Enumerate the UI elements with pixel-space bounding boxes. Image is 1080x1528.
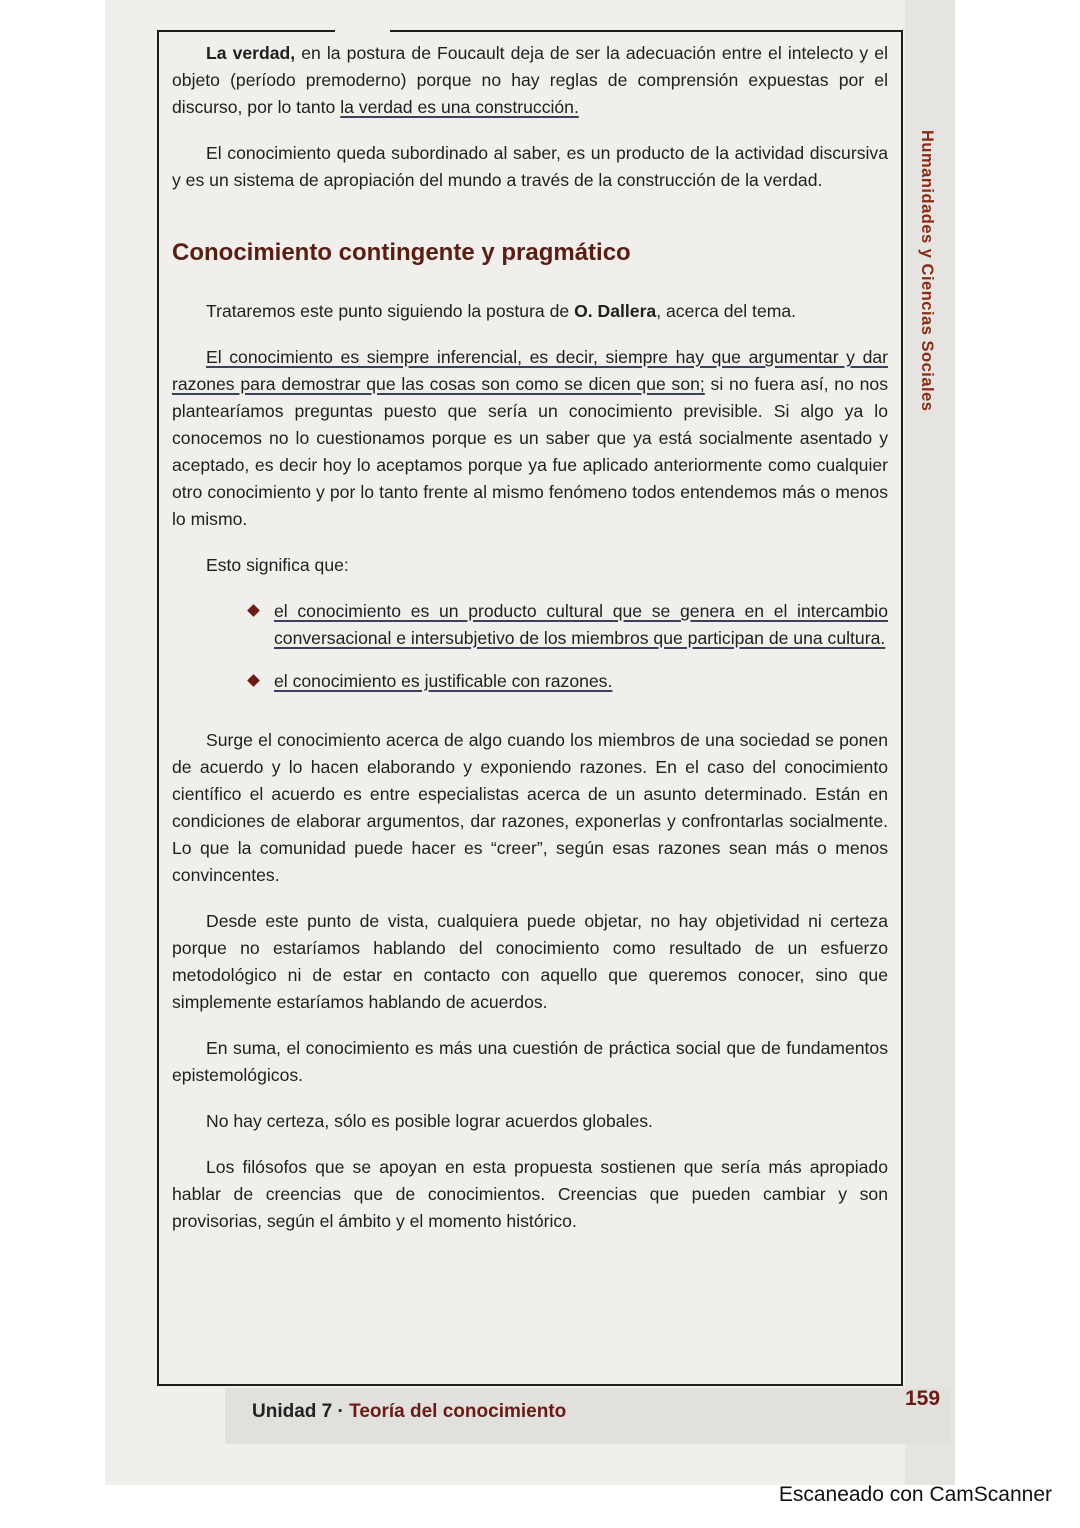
paragraph-dallera: Trataremos este punto siguiendo la postura de O. Dallera, acerca del tema. <box>206 301 797 321</box>
paragraph-certeza: No hay certeza, sólo es posible lograr acuerdos globales. <box>206 1111 653 1131</box>
paragraph-esto-significa: Esto significa que: <box>206 555 349 575</box>
list-item: el conocimiento es un producto cultural que se genera en el intercambio conversacional e intersubjetivo de los miembros que participan de una cultura. <box>246 598 888 652</box>
footer-unit: Unidad 7 · Teoría del conocimiento <box>252 1401 567 1422</box>
paragraph-objetar: Desde este punto de vista, cualquiera puede objetar, no hay objetividad ni certeza porque no estaríamos hablando del conocimiento como resultado de un esfuerzo metodológico ni de estar en contacto con aquello que queremos conocer, sino que simplemente estaríamos hablando de acuerdos. <box>172 911 888 1012</box>
bullet-list <box>246 598 888 695</box>
list-item: el conocimiento es justificable con razones. <box>246 668 888 695</box>
page-content <box>172 40 888 1235</box>
scanner-watermark: Escaneado con CamScanner <box>778 1483 1052 1506</box>
paragraph-subordinado: El conocimiento queda subordinado al saber, es un producto de la actividad discursiva y es un sistema de apropiación del mundo a través de la construcción de la verdad. <box>172 143 888 190</box>
paragraph-filosofos: Los filósofos que se apoyan en esta propuesta sostienen que sería más apropiado hablar de creencias que de conocimientos. Creencias que pueden cambiar y son provisorias, según el ámbito y el momento histórico. <box>172 1157 888 1231</box>
paragraph-en-suma: En suma, el conocimiento es más una cuestión de práctica social que de fundamentos epistemológicos. <box>172 1038 888 1085</box>
underlined-phrase: El conocimiento es siempre inferencial, es decir, siempre hay que argumentar y dar razones para demostrar que las cosas son como se dicen que son; <box>172 347 888 394</box>
author-name: O. Dallera <box>574 301 657 321</box>
paragraph-inferencial: El conocimiento es siempre inferencial, es decir, siempre hay que argumentar y dar razones para demostrar que las cosas son como se dicen que son; si no fuera así, no nos plantearíamos preguntas puesto que sería un conocimiento previsible. Si algo ya lo conocemos no lo cuestionamos porque es un saber que ya está socialmente asentado y aceptado, es decir hoy lo aceptamos porque ya fue aplicado anteriormente como cualquier otro conocimiento y por lo tanto frente al mismo fenómeno todos entendemos más o menos lo mismo. <box>172 347 888 529</box>
diamond-bullet-icon <box>247 674 260 687</box>
lead-term: La verdad, <box>206 43 296 63</box>
page-number: 159 <box>905 1387 941 1410</box>
side-section-label: Humanidades y Ciencias Sociales <box>918 130 936 412</box>
paragraph-foucault: La verdad, en la postura de Foucault deja de ser la adecuación entre el intelecto y el objeto (período premoderno) porque no hay reglas de comprensión expuestas por el discurso, por lo tanto la verdad es una construcción. <box>172 43 888 117</box>
underlined-phrase: la verdad es una construcción. <box>340 97 579 117</box>
diamond-bullet-icon <box>247 604 260 617</box>
section-heading: Conocimiento contingente y pragmático <box>172 239 631 266</box>
frame-gap <box>335 26 390 34</box>
paragraph-surge: Surge el conocimiento acerca de algo cuando los miembros de una sociedad se ponen de acuerdo y lo hacen elaborando y exponiendo razones. En el caso del conocimiento científico el acuerdo es entre especialistas acerca de un asunto determinado. Están en condiciones de elaborar argumentos, dar razones, exponerlas y confrontarlas socialmente. Lo que la comunidad puede hacer es “creer”, según esas razones sean más o menos convincentes. <box>172 730 888 885</box>
footer-title: Teoría del conocimiento <box>349 1401 567 1422</box>
